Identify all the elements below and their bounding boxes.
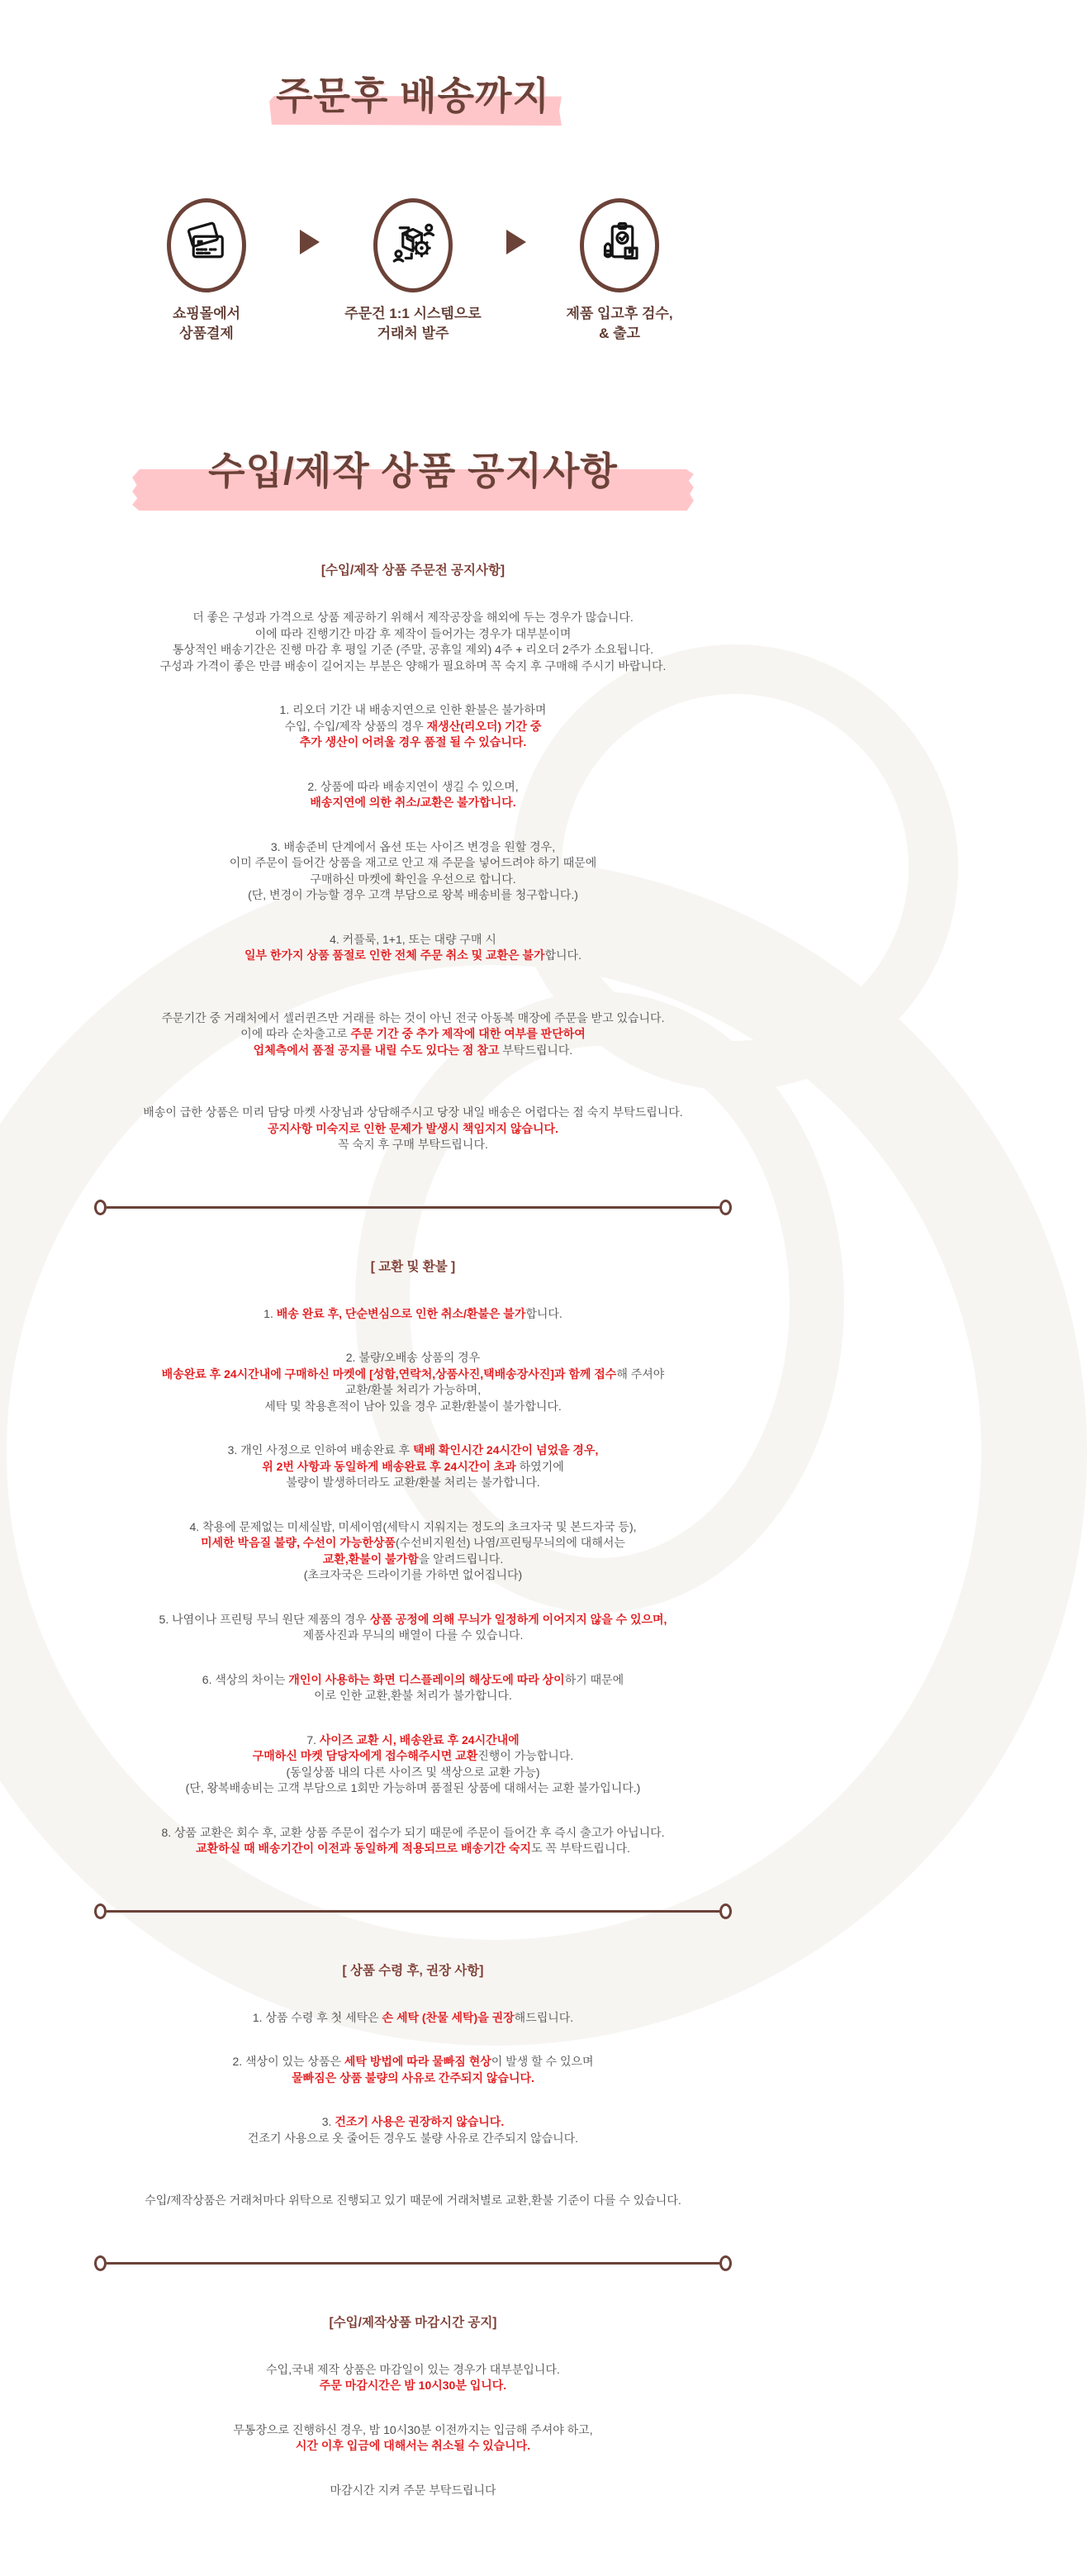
body-text: 4. 착용에 문제없는 미세실밥, 미세이염(세탁시 지워지는 정도의 초크자국 및 본드자국 등), — [189, 1519, 637, 1533]
text-line — [0, 887, 826, 904]
alert-text: 위 2번 사항과 동일하게 배송완료 후 24시간이 초과 — [262, 1459, 516, 1473]
body-text: 1. 상품 수령 후 첫 세탁은 — [252, 2010, 382, 2024]
text-line — [0, 948, 826, 964]
step-label — [173, 304, 240, 344]
text-line — [0, 2193, 826, 2209]
body-text: 부탁드립니다. — [499, 1043, 573, 1057]
text-line — [0, 2054, 826, 2070]
text-line — [0, 719, 826, 735]
body-text: 진행이 가능합니다. — [477, 1749, 574, 1762]
body-text: 3. 배송준비 단계에서 옵션 또는 사이즈 변경을 원할 경우, — [270, 839, 556, 853]
body-text: 교환/환불 처리가 가능하며, — [344, 1383, 482, 1396]
body-text: 이에 따라 진행기간 마감 후 제작이 들어가는 경우가 대부분이며 — [254, 626, 572, 640]
text-line — [0, 1459, 826, 1476]
text-line — [0, 1137, 826, 1153]
inspection-shipping-icon — [596, 221, 643, 271]
text-line — [0, 1612, 826, 1628]
alert-text: 일부 한가지 상품 품절로 인한 전체 주문 취소 및 교환은 불가 — [244, 948, 545, 962]
section-header-deadline-notice: [수입/제작상품 마감시간 공지] — [329, 2315, 497, 2330]
alert-text: 주문 마감시간은 밤 10시30분 입니다. — [319, 2379, 507, 2392]
alert-text: 배송지연에 의한 취소/교환은 불가합니다. — [310, 796, 516, 809]
text-line — [0, 932, 826, 948]
text-line — [0, 2378, 826, 2394]
body-text: 3. — [321, 2115, 335, 2128]
text-line — [0, 2070, 826, 2087]
step-label-line: & 출고 — [599, 326, 640, 341]
body-text: 수입/제작상품은 거래처마다 위탁으로 진행되고 있기 때문에 거래처별로 교환,환불 기준이 다를 수 있습니다. — [145, 2193, 681, 2207]
notice-sections — [0, 560, 826, 2576]
divider-ring — [94, 1200, 107, 1215]
body-text: 1. 리오더 기간 내 배송지연으로 인한 환불은 불가하며 — [279, 703, 547, 716]
step-circle — [580, 198, 659, 292]
body-text: 7. — [306, 1732, 320, 1747]
notice-block — [0, 2010, 826, 2027]
body-text: 1. — [263, 1306, 277, 1320]
text-line — [0, 1628, 826, 1644]
divider-ring — [94, 2255, 107, 2271]
body-text: 4. 커플룩, 1+1, 또는 대량 구매 시 — [330, 932, 496, 946]
alert-text: 주문 기간 중 추가 제작에 대한 여부를 판단하여 — [350, 1027, 586, 1040]
credit-card-icon — [183, 221, 230, 271]
body-text: (단, 변경이 가능할 경우 고객 부담으로 왕복 배송비를 청구합니다.) — [248, 888, 578, 901]
text-line — [0, 1366, 826, 1383]
text-line — [0, 779, 826, 796]
notice-block — [0, 1672, 826, 1704]
section-header-pre-order-notice: [수입/제작 상품 주문전 공지사항] — [320, 563, 506, 577]
process-step-order-system — [325, 198, 501, 344]
text-line — [0, 1688, 826, 1704]
notice-title: 수입/제작 상품 공지사항 — [208, 449, 618, 492]
body-text: 건조기 사용으로 옷 줄어든 경우도 불량 사유로 간주되지 않습니다. — [247, 2131, 579, 2145]
text-line — [0, 1026, 826, 1043]
step-label — [566, 304, 672, 344]
process-step-inspection — [531, 198, 708, 344]
body-text: 구매하신 마켓에 확인을 우선으로 합니다. — [310, 872, 516, 886]
notice-block — [0, 839, 826, 904]
body-text: 이 발생 할 수 있으며 — [491, 2055, 594, 2068]
body-text: 합니다. — [525, 1306, 562, 1320]
body-text: 3. 개인 사정으로 인하여 배송완료 후 — [227, 1443, 413, 1457]
alert-text: 업체측에서 품절 공지를 내릴 수도 있다는 점 참고 — [253, 1043, 500, 1057]
alert-text: 사이즈 교환 시, 배송완료 후 24시간내에 — [319, 1732, 520, 1747]
text-line — [0, 642, 826, 658]
body-text: 무통장으로 진행하신 경우, 밤 10시30분 이전까지는 입금해 주셔야 하고, — [233, 2422, 593, 2436]
body-text: 해 주셔야 — [616, 1366, 665, 1381]
text-line — [0, 2010, 826, 2027]
text-line — [0, 872, 826, 888]
text-line — [0, 1043, 826, 1059]
section-divider — [94, 2255, 732, 2271]
body-text: 배송이 급한 상품은 미리 담당 마켓 사장님과 상담해주시고 당장 내일 배송은 어렵다는 점 숙지 부탁드립니다. — [143, 1105, 683, 1119]
body-text: 구성과 가격이 좋은 만큼 배송이 길어지는 부분은 양해가 필요하며 꼭 숙지 후 구매해 주시기 바랍니다. — [159, 658, 667, 673]
alert-text: 교환,환불이 불가함 — [322, 1552, 419, 1566]
body-text: 도 꼭 부탁드립니다. — [531, 1842, 630, 1855]
text-line — [0, 795, 826, 811]
alert-text: 건조기 사용은 권장하지 않습니다. — [335, 2115, 505, 2128]
body-text: 세탁 및 착용흔적이 남아 있을 경우 교환/환불이 불가합니다. — [264, 1399, 562, 1413]
text-line — [0, 1442, 826, 1459]
body-text: 수입, 수입/제작 상품의 경우 — [284, 719, 427, 733]
text-line — [0, 658, 826, 675]
alert-text: 공지사항 미숙지로 인한 문제가 발생시 책임지지 않습니다. — [268, 1121, 558, 1135]
alert-text: 개인이 사용하는 화면 디스플레이의 해상도에 따라 상이 — [288, 1672, 565, 1686]
text-line — [0, 1010, 826, 1027]
notice-block — [0, 1825, 826, 1857]
top-banner — [276, 74, 550, 117]
body-text: 하기 때문에 — [564, 1672, 624, 1686]
body-text: 마감시간 지켜 주문 부탁드립니다 — [330, 2483, 496, 2497]
notice-block — [0, 2114, 826, 2146]
body-text: 6. 색상의 차이는 — [202, 1672, 289, 1686]
main-banner — [208, 449, 618, 492]
order-system-icon — [390, 221, 436, 271]
right-arrow-icon — [506, 230, 526, 254]
body-text: (단, 왕복배송비는 고객 부담으로 1회만 가능하며 품절된 상품에 대해서는 교환 불가입니다.) — [185, 1781, 641, 1794]
text-line — [0, 1748, 826, 1765]
body-text: (동일상품 내의 다른 사이즈 및 색상으로 교환 가능) — [286, 1765, 540, 1779]
page-title: 주문후 배송까지 — [276, 74, 550, 117]
text-line — [0, 1732, 826, 1749]
body-text: 이로 인한 교환,환불 처리가 불가합니다. — [314, 1689, 512, 1702]
step-circle — [167, 198, 246, 292]
text-line — [0, 610, 826, 626]
section-header-exchange-refund: [ 교환 및 환불 ] — [370, 1259, 456, 1274]
alert-text: 재생산(리오더) 기간 중 — [426, 719, 542, 733]
body-text: 주문기간 중 거래처에서 셀러퀸즈만 거래를 하는 것이 아닌 전국 아동복 매장에 주문을 받고 있습니다. — [161, 1010, 665, 1024]
body-text: 해드립니다. — [514, 2010, 574, 2024]
text-line — [0, 839, 826, 856]
notice-block — [0, 1612, 826, 1644]
text-line — [0, 2131, 826, 2147]
step-label-line: 주문건 1:1 시스템으로 — [344, 306, 482, 321]
section-header-post-receipt-recommendation: [ 상품 수령 후, 권장 사항] — [342, 1963, 484, 1978]
body-text: (수선비지원선) 나염/프린팅무늬의에 대해서는 — [395, 1536, 625, 1549]
text-line — [0, 1350, 826, 1366]
body-text: 수입,국내 제작 상품은 마감일이 있는 경우가 대부분입니다. — [266, 2362, 560, 2376]
text-line — [0, 734, 826, 751]
alert-text: 구매하신 마켓 담당자에게 접수해주시면 교환 — [252, 1749, 478, 1762]
text-line — [0, 626, 826, 643]
text-line — [0, 1306, 826, 1323]
notice-block — [0, 1350, 826, 1414]
text-line — [0, 2114, 826, 2131]
body-text: 8. 상품 교환은 회수 후, 교환 상품 주문이 접수가 되기 때문에 주문이 들어간 후 즉시 출고가 아닙니다. — [161, 1825, 665, 1839]
body-text: 2. 상품에 따라 배송지연이 생길 수 있으며, — [307, 779, 519, 793]
process-steps — [0, 198, 826, 344]
alert-text: 택배 확인시간 24시간이 넘었을 경우, — [413, 1443, 599, 1457]
divider-rule — [107, 1206, 719, 1209]
step-label — [344, 304, 481, 344]
body-text: 2. 색상이 있는 상품은 — [232, 2055, 344, 2068]
text-line — [0, 1121, 826, 1138]
notice-block — [0, 1306, 826, 1323]
notice-block — [0, 702, 826, 751]
body-text: 하였기에 — [515, 1459, 564, 1473]
body-text: 2. 불량/오배송 상품의 경우 — [345, 1351, 481, 1364]
divider-rule — [107, 2262, 719, 2265]
alert-text: 교환하실 때 배송기간이 이전과 동일하게 적용되므로 배송기간 숙지 — [196, 1842, 532, 1855]
divider-ring — [719, 2255, 732, 2271]
step-label-line: 쇼핑몰에서 — [172, 306, 241, 321]
alert-text: 손 세탁 (찬물 세탁)을 권장 — [382, 2010, 515, 2024]
notice-block — [0, 2483, 826, 2499]
alert-text: 미세한 박음질 불량, 수선이 가능한상품 — [201, 1536, 396, 1549]
notice-block — [0, 1010, 826, 1059]
body-text: 꼭 숙지 후 구매 부탁드립니다. — [338, 1138, 488, 1151]
text-line — [0, 702, 826, 719]
text-line — [0, 2362, 826, 2379]
body-text: 이에 따라 순차출고로 — [240, 1027, 351, 1040]
notice-block — [0, 932, 826, 964]
alert-text: 세탁 방법에 따라 물빠짐 현상 — [344, 2055, 491, 2068]
divider-ring — [719, 1200, 732, 1215]
alert-text: 상품 공정에 의해 무늬가 일정하게 이어지지 않을 수 있으며, — [369, 1612, 667, 1626]
step-label-line: 거래처 발주 — [377, 326, 449, 341]
body-text: 제품사진과 무늬의 배열이 다를 수 있습니다. — [302, 1628, 524, 1642]
alert-text: 물빠짐은 상품 불량의 사유로 간주되지 않습니다. — [292, 2070, 534, 2084]
text-line — [0, 1780, 826, 1797]
notice-block — [0, 1732, 826, 1797]
text-line — [0, 1399, 826, 1415]
divider-ring — [94, 1903, 107, 1919]
notice-block — [0, 2193, 826, 2209]
alert-text: 배송완료 후 24시간내에 구매하신 마켓에 [성함,연락처,상품사진,택배송장사진]과 함께 접수 — [161, 1366, 617, 1381]
text-line — [0, 2438, 826, 2455]
text-line — [0, 2483, 826, 2499]
body-text: 합니다. — [544, 948, 581, 962]
text-line — [0, 1841, 826, 1857]
body-text: 이미 주문이 들어간 상품을 재고로 안고 재 주문을 넣어드려야 하기 때문에 — [229, 856, 597, 869]
notice-block — [0, 1519, 826, 1584]
section-divider — [94, 1903, 732, 1919]
text-line — [0, 1519, 826, 1536]
text-line — [0, 1765, 826, 1781]
text-line — [0, 1382, 826, 1399]
body-text: 불량이 발생하더라도 교환/환불 처리는 불가합니다. — [286, 1476, 540, 1489]
notice-block — [0, 2054, 826, 2086]
divider-rule — [107, 1910, 719, 1913]
notice-block — [0, 2362, 826, 2394]
text-line — [0, 1567, 826, 1584]
body-text: 통상적인 배송기간은 진행 마감 후 평일 기준 (주말, 공휴일 제외) 4주 + 리오더 2주가 소요됩니다. — [172, 643, 654, 656]
text-line — [0, 1475, 826, 1491]
step-circle — [373, 198, 453, 292]
alert-text: 배송 완료 후, 단순변심으로 인한 취소/환불은 불가 — [276, 1306, 526, 1320]
text-line — [0, 1552, 826, 1568]
right-arrow-icon — [300, 230, 320, 254]
step-label-line: 상품결제 — [179, 326, 234, 341]
body-text: 더 좋은 구성과 가격으로 상품 제공하기 위해서 제작공장을 해외에 두는 경우가 많습니다. — [192, 611, 634, 624]
alert-text: 시간 이후 입금에 대해서는 취소될 수 있습니다. — [295, 2439, 531, 2452]
alert-text: 추가 생산이 어려울 경우 품절 될 수 있습니다. — [299, 735, 527, 749]
notice-block — [0, 779, 826, 811]
text-line — [0, 855, 826, 872]
notice-block — [0, 2422, 826, 2455]
process-step-payment — [118, 198, 295, 344]
notice-block — [0, 1105, 826, 1153]
notice-block — [0, 610, 826, 674]
notice-block — [0, 1442, 826, 1491]
text-line — [0, 1825, 826, 1842]
step-label-line: 제품 입고후 검수, — [566, 306, 673, 321]
text-line — [0, 1105, 826, 1121]
body-text: 5. 나염이나 프린팅 무늬 원단 제품의 경우 — [159, 1612, 370, 1626]
body-text: 을 알려드립니다. — [418, 1552, 504, 1566]
divider-ring — [719, 1903, 732, 1919]
body-text: (초크자국은 드라이기를 가하면 없어집니다) — [303, 1568, 523, 1581]
section-divider — [94, 1200, 732, 1215]
text-line — [0, 1535, 826, 1552]
text-line — [0, 2422, 826, 2439]
text-line — [0, 1672, 826, 1689]
